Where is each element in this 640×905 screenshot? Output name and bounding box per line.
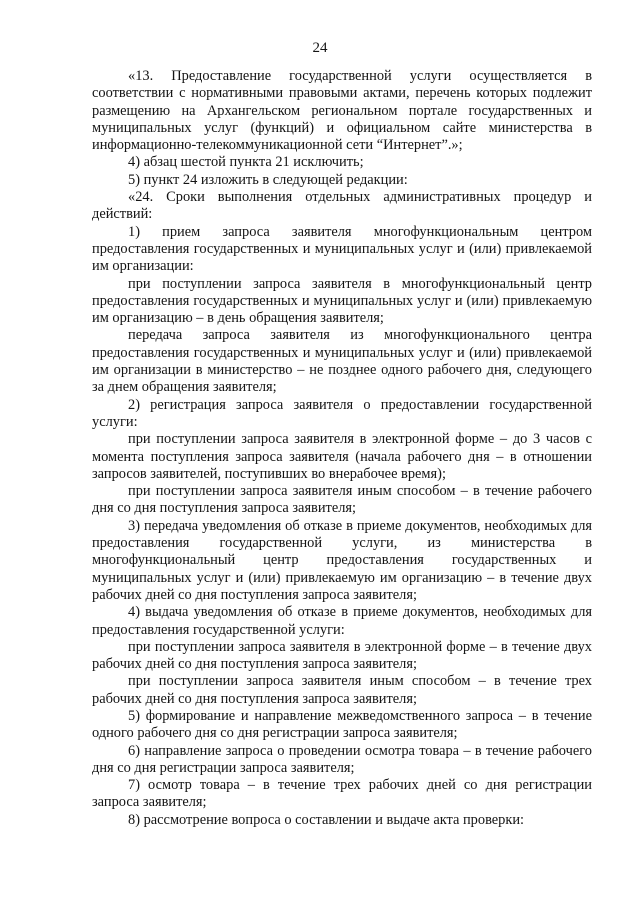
paragraph-step-6: 6) направление запроса о проведении осмотра товара – в течение рабочего дня со дня регистрации запроса заявителя; xyxy=(92,742,592,776)
paragraph-step-2-a: при поступлении запроса заявителя в электронной форме – до 3 часов с момента поступления запроса заявителя (начала рабочего дня – в отношении запросов заявителей, поступивших во внерабочее время); xyxy=(92,431,592,482)
paragraph-item-5: 5) пункт 24 изложить в следующей редакции: xyxy=(128,171,408,188)
paragraph-step-4: 4) выдача уведомления об отказе в приеме документов, необходимых для предоставления государственной услуги: xyxy=(92,604,592,638)
paragraph-clause-13: «13. Предоставление государственной услуги осуществляется в соответствии с нормативными правовыми актами, перечень которых подлежит размещению на Архангельском региональном портале государственных и муниципальных услуг (функций) и официальном сайте министерства в информационно-телекоммуникационной сети “Интернет”.»; xyxy=(92,68,592,154)
document-body xyxy=(92,68,592,829)
paragraph-step-7: 7) осмотр товара – в течение трех рабочих дней со дня регистрации запроса заявителя; xyxy=(92,777,592,811)
paragraph-clause-24: «24. Сроки выполнения отдельных административных процедур и действий: xyxy=(92,189,592,223)
paragraph-step-2: 2) регистрация запроса заявителя о предоставлении государственной услуги: xyxy=(92,396,592,430)
paragraph-step-3: 3) передача уведомления об отказе в приеме документов, необходимых для предоставления государственной услуги, из министерства в многофункциональный центр предоставления государственных и муниципальных услуг и (или) привлекаемую им организацию – в течение двух рабочих дней со дня поступления запроса заявителя; xyxy=(92,517,592,603)
paragraph-item-4: 4) абзац шестой пункта 21 исключить; xyxy=(128,154,364,171)
page-number: 24 xyxy=(312,40,328,56)
paragraph-step-4-b: при поступлении запроса заявителя иным способом – в течение трех рабочих дней со дня поступления запроса заявителя; xyxy=(92,673,592,707)
paragraph-step-5: 5) формирование и направление межведомственного запроса – в течение одного рабочего дня со дня регистрации запроса заявителя; xyxy=(92,707,592,742)
paragraph-step-2-b: при поступлении запроса заявителя иным способом – в течение рабочего дня со дня поступления запроса заявителя; xyxy=(92,483,592,517)
paragraph-step-1: 1) прием запроса заявителя многофункциональным центром предоставления государственных и муниципальных услуг и (или) привлекаемой им организации: xyxy=(92,223,592,275)
paragraph-step-8: 8) рассмотрение вопроса о составлении и выдаче акта проверки: xyxy=(128,811,525,828)
paragraph-step-1-b: передача запроса заявителя из многофункционального центра предоставления государственных и муниципальных услуг и (или) привлекаемой им организации в министерство – не позднее одного рабочего дня, следующего за днем обращения заявителя; xyxy=(92,327,592,396)
paragraph-step-1-a: при поступлении запроса заявителя в многофункциональный центр предоставления государственных и муниципальных услуг и (или) привлекаемую им организацию – в день обращения заявителя; xyxy=(92,275,592,327)
paragraph-step-4-a: при поступлении запроса заявителя в электронной форме – в течение двух рабочих дней со дня поступления запроса заявителя; xyxy=(92,638,592,673)
